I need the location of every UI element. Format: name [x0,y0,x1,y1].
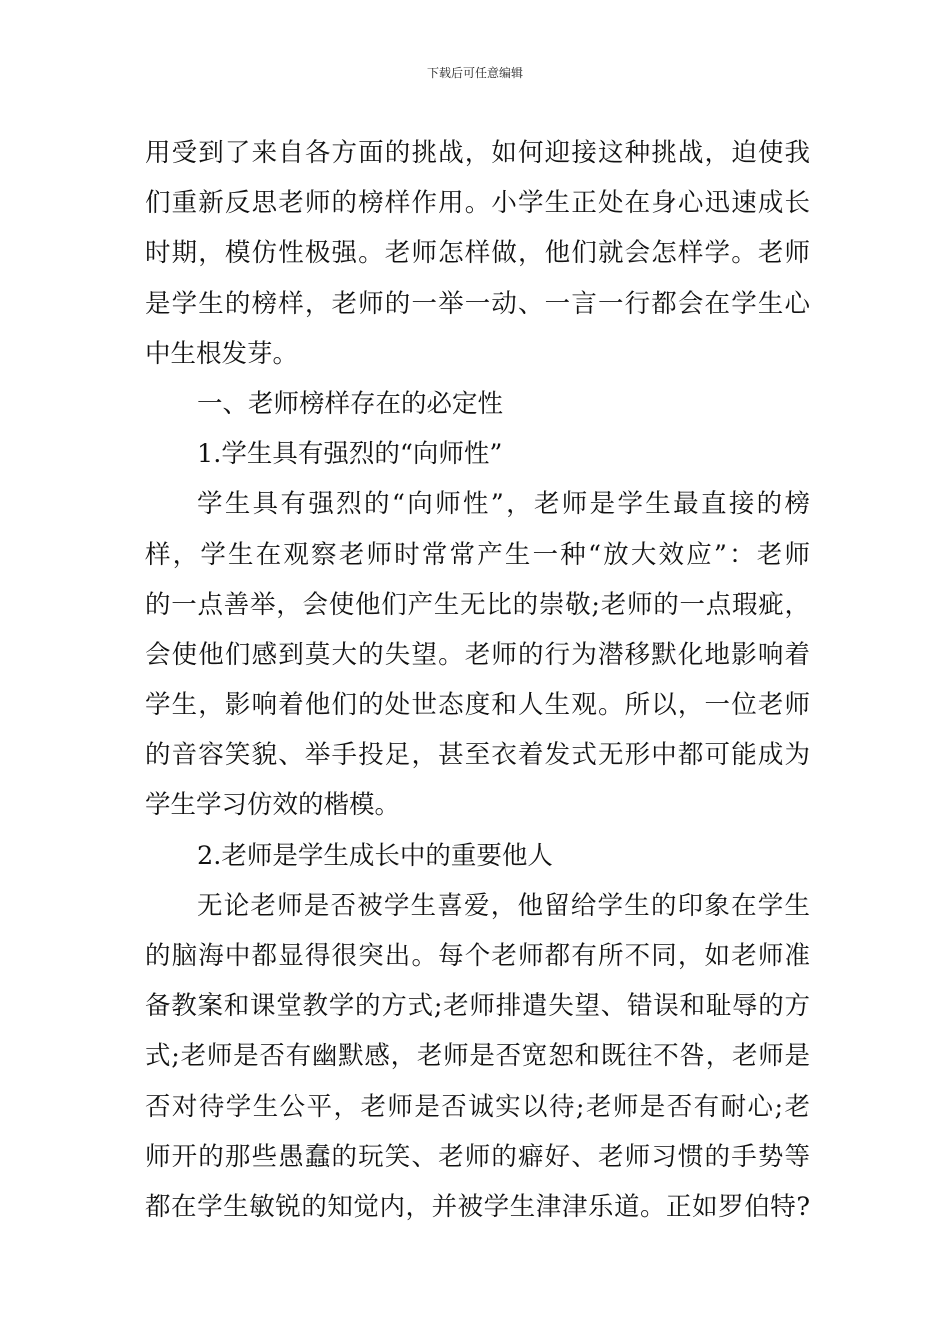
text-line: 都在学生敏锐的知觉内，并被学生津津乐道。正如罗伯特? [145,1191,810,1222]
text-line: 的音容笑貌、举手投足，甚至衣着发式无形中都可能成为 [145,740,810,771]
text-line: 无论老师是否被学生喜爱，他留给学生的印象在学生 [197,890,810,921]
text-line: 的脑海中都显得很突出。每个老师都有所不同，如老师准 [145,941,810,971]
text-line: 时期，模仿性极强。老师怎样做，他们就会怎样学。老师 [145,238,810,269]
text-line: 们重新反思老师的榜样作用。小学生正处在身心迅速成长 [145,188,810,219]
text-line: 学生具有强烈的“向师性”，老师是学生最直接的榜 [197,489,810,520]
text-line: 2.老师是学生成长中的重要他人 [197,840,553,871]
text-line: 样，学生在观察老师时常常产生一种“放大效应”：老师 [145,539,810,570]
text-line: 学生学习仿效的楷模。 [145,790,401,821]
text-line: 会使他们感到莫大的失望。老师的行为潜移默化地影响着 [145,639,810,670]
text-line: 式;老师是否有幽默感，老师是否宽恕和既往不咎，老师是 [145,1041,810,1072]
page-header: 下载后可任意编辑 [426,66,523,80]
text-line: 是学生的榜样，老师的一举一动、一言一行都会在学生心 [145,288,810,319]
text-line: 备教案和课堂教学的方式;老师排遣失望、错误和耻辱的方 [145,991,810,1022]
text-line: 学生，影响着他们的处世态度和人生观。所以，一位老师 [145,690,810,721]
text-line: 中生根发芽。 [145,338,299,369]
text-line: 1.学生具有强烈的“向师性” [197,439,503,470]
text-line: 一、老师榜样存在的必定性 [197,388,504,419]
text-line: 的一点善举，会使他们产生无比的崇敬;老师的一点瑕疵， [145,589,810,620]
text-line: 用受到了来自各方面的挑战，如何迎接这种挑战，迫使我 [145,138,810,168]
text-line: 否对待学生公平，老师是否诚实以待;老师是否有耐心;老 [145,1091,810,1122]
body-text [145,128,810,1232]
text-line: 师开的那些愚蠢的玩笑、老师的癖好、老师习惯的手势等 [145,1141,810,1172]
